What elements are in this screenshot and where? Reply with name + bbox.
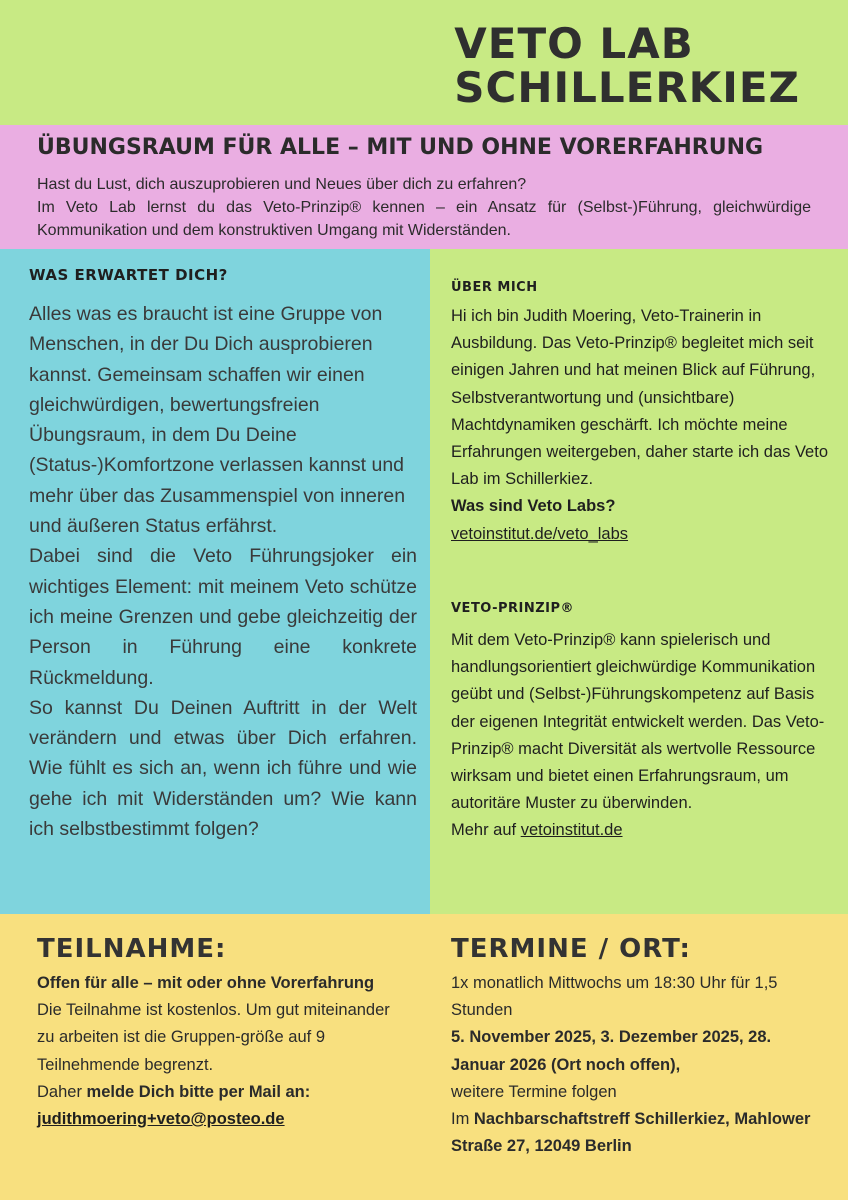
intro-title: ÜBUNGSRAUM FÜR ALLE – MIT UND OHNE VORERFAHRUNG: [37, 135, 764, 160]
intro-line-1: Hast du Lust, dich auszuprobieren und Neues über dich zu erfahren?: [37, 176, 527, 193]
about-text: [451, 303, 831, 548]
contact-instruction: melde Dich bitte per Mail an:: [86, 1082, 311, 1101]
brand-line-1: VETO LAB: [454, 19, 694, 68]
participation-contact: [37, 1079, 397, 1106]
expectations-paragraph-2: Dabei sind die Veto Führungsjoker ein wichtiges Element: mit meinem Veto schütze ich meine Grenzen und gebe gleichzeitig der Person in Führung eine konkrete Rückmeldung.: [29, 545, 417, 689]
brand-line-2: SCHILLERKIEZ: [454, 63, 800, 112]
principle-more-prefix: Mehr auf: [451, 821, 521, 840]
info-column: [430, 249, 848, 914]
principle-heading: VETO-PRINZIP®: [451, 601, 575, 616]
intro-text: [37, 173, 811, 242]
details-section: [0, 914, 848, 1200]
principle-text: [451, 627, 831, 845]
header-section: [0, 0, 848, 125]
intro-band: [0, 125, 848, 249]
expectations-section: [0, 249, 430, 914]
about-question: Was sind Veto Labs?: [451, 497, 616, 516]
participation-body: Die Teilnahme ist kostenlos. Um gut miteinander zu arbeiten ist die Gruppen-größe auf 9 Teilnehmende begrenzt.: [37, 1001, 390, 1074]
dates-text: [451, 970, 826, 1160]
vetoinstitut-link[interactable]: vetoinstitut.de: [520, 821, 623, 840]
expectations-heading: WAS ERWARTET DICH?: [29, 266, 228, 284]
participation-text: [37, 970, 397, 1133]
contact-prefix: Daher: [37, 1082, 87, 1101]
intro-line-2: Im Veto Lab lernst du das Veto-Prinzip® kennen – ein Ansatz für (Selbst-)Führung, gleichwürdige Kommunikation und dem konstruktiven Umgang mit Widerständen.: [37, 199, 811, 239]
principle-more: [451, 817, 831, 844]
brand-title: [454, 19, 800, 112]
veto-labs-link[interactable]: vetoinstitut.de/veto_labs: [451, 524, 629, 543]
expectations-paragraph-1: Alles was es braucht ist eine Gruppe von Menschen, in der Du Dich ausprobieren kannst. Gemeinsam schaffen wir einen gleichwürdigen, bewertungsfreien Übungsraum, in dem Du Deine (Status-)Komfortzone verlassen kannst und mehr über das Zusammenspiel von inneren und äußeren Status erfährst.: [29, 303, 406, 538]
dates-frequency: 1x monatlich Mittwochs um 18:30 Uhr für 1,5 Stunden: [451, 974, 778, 1020]
participation-heading: TEILNAHME:: [37, 934, 227, 964]
venue: [451, 1106, 826, 1160]
about-heading: ÜBER MICH: [451, 280, 538, 295]
participation-open: Offen für alle – mit oder ohne Vorerfahrung: [37, 974, 375, 992]
dates-list: 5. November 2025, 3. Dezember 2025, 28. Januar 2026 (Ort noch offen),: [451, 1028, 772, 1074]
email-link[interactable]: judithmoering+veto@posteo.de: [37, 1110, 285, 1129]
expectations-paragraph-3: So kannst Du Deinen Auftritt in der Welt verändern und etwas über Dich erfahren. Wie fühlt es sich an, wenn ich führe und wie gehe ich mit Widerständen um? Wie kann ich selbstbestimmt folgen?: [29, 696, 417, 841]
about-body: Hi ich bin Judith Moering, Veto-Trainerin in Ausbildung. Das Veto-Prinzip® begleitet mich seit einigen Jahren und hat meinen Blick auf Führung, Selbstverantwortung und (unsichtbare) Machtdynamiken geschärft. Ich möchte meine Erfahrungen weitergeben, daher starte ich das Veto Lab im Schillerkiez.: [451, 307, 828, 489]
venue-address: Nachbarschaftstreff Schillerkiez, Mahlower Straße 27, 12049 Berlin: [451, 1110, 811, 1156]
expectations-text: [29, 299, 417, 844]
venue-prefix: Im: [451, 1110, 474, 1129]
dates-heading: TERMINE / ORT:: [451, 934, 691, 964]
dates-more: weitere Termine folgen: [451, 1082, 617, 1101]
principle-body: Mit dem Veto-Prinzip® kann spielerisch und handlungsorientiert gleichwürdige Kommunikation geübt und (Selbst-)Führungskompetenz auf Basis der eigenen Integrität entwickelt werden. Das Veto-Prinzip® macht Diversität als wertvolle Ressource wirksam und bietet einen Erfahrungsraum, um autoritäre Muster zu überwinden.: [451, 631, 825, 813]
